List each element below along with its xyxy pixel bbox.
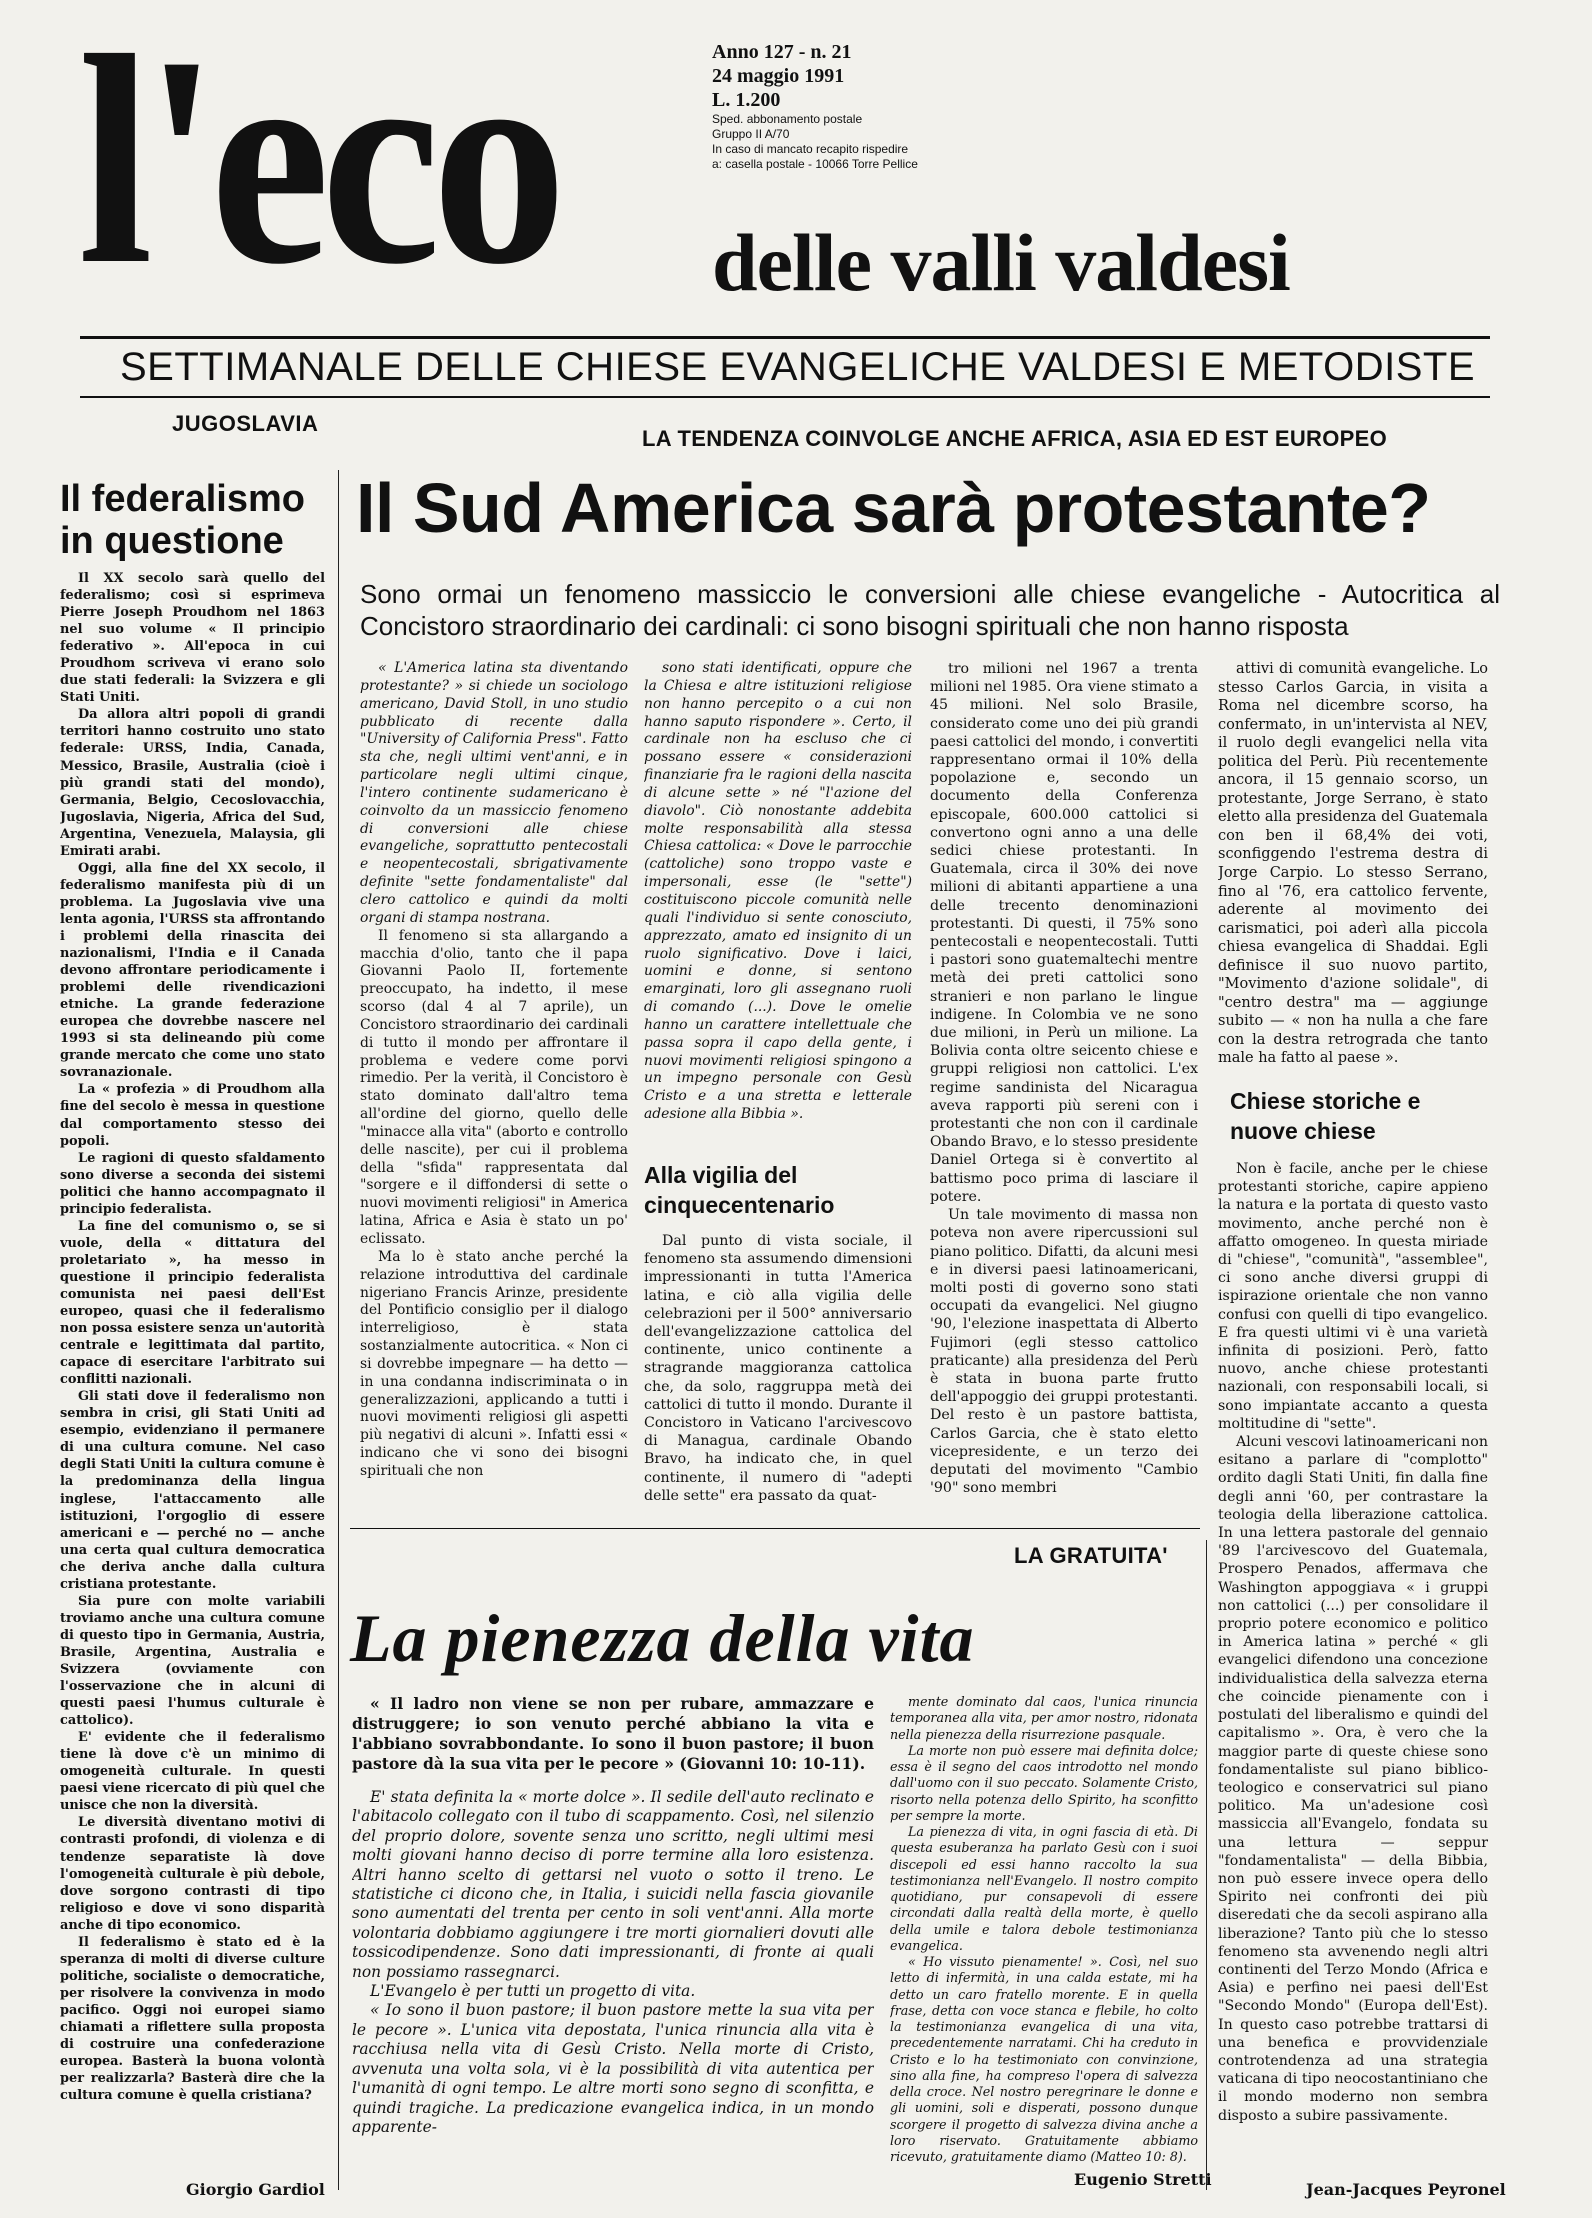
paragraph: Il XX secolo sarà quello del federalismo; così si esprimeva Pierre Joseph Proudhom nel 1863 nel suo volume « Il principio federativo ». All'epoca in cui Proudhom scriveva vi erano solo due stati federali: la Svizzera e gli Stati Uniti.: [60, 571, 325, 706]
paragraph: Ma lo è stato anche perché la relazione introduttiva del cardinale nigeriano Francis Arinze, presidente del Pontificio consiglio per il dialogo interreligioso, è stata sostanzialmente autocritica. « Non ci si dovrebbe impegnare — ha detto — in una condanna indiscriminata o in generalizzazioni, applicando a tutti i nuovi movimenti religiosi gli aspetti più negativi di alcuni ». Infatti essi « indicano che vi sono dei bisogni spirituali che non: [360, 1248, 628, 1479]
left-article-author: Giorgio Gardiol: [186, 2180, 325, 2199]
main-kicker: LA TENDENZA COINVOLGE ANCHE AFRICA, ASIA ED EST EUROPEO: [642, 426, 1387, 451]
left-section-label: JUGOSLAVIA: [172, 411, 319, 436]
masthead-logo: l'eco: [78, 0, 558, 326]
vita-col-2: [890, 1694, 1198, 2174]
issue-number: Anno 127 - n. 21: [712, 41, 852, 63]
subhead-chiese: Chiese storiche e nuove chiese: [1230, 1088, 1421, 1144]
issue-info: [712, 40, 918, 172]
vita-article-author: Eugenio Stretti: [1074, 2170, 1212, 2189]
main-col-1: [360, 660, 628, 1510]
paragraph: La fine del comunismo o, se si vuole, della « dittatura del proletariato », ha messo in questione il principio federalista comunista nei paesi dell'Est europeo, quasi che il federalismo non possa esistere senza un'autorità centrale e legittimata dal partito, capace di esercitare l'arbitrato sui conflitti nazionali.: [60, 1218, 325, 1388]
paragraph: L'Evangelo è per tutti un progetto di vita.: [370, 1982, 696, 2001]
postal-line: a: casella postale - 10066 Torre Pellice: [712, 157, 918, 171]
paragraph: Le ragioni di questo sfaldamento sono diverse a seconda dei sistemi politici che hanno accompagnato il principio federalista.: [60, 1150, 325, 1217]
paragraph: E' evidente che il federalismo tiene là dove c'è un minimo di omogeneità culturale. In questi paesi viene ricercato di più quel che unisce che non la diversità.: [60, 1730, 325, 1814]
paragraph: Un tale movimento di massa non poteva non avere ripercussioni sul piano politico. Difatti, da alcuni mesi e in diversi paesi latinoamericani, molti posti di governo sono stati occupati da evangelici. Nel giugno '90, l'elezione inaspettata di Alberto Fujimori (egli stesso cattolico praticante) alla presidenza del Perù è stata in buona parte frutto dell'appoggio dei gruppi protestanti. Del resto è un pastore battista, Carlos Garcia, che è stato eletto vicepresidente, e un terzo dei deputati del movimento "Cambio '90" sono membri: [930, 1207, 1198, 1497]
postal-line: In caso di mancato recapito rispedire: [712, 142, 909, 156]
vita-top-rule: [350, 1528, 1200, 1529]
main-col-4a: [1218, 660, 1488, 1072]
main-article-author: Jean-Jacques Peyronel: [1306, 2180, 1506, 2199]
paragraph: Dal punto di vista sociale, il fenomeno sta assumendo dimensioni impressionanti in tutta l'America latina, e ciò alla vigilia delle celebrazioni per il 500° anniversario dell'evangelizzazione cattolica del continente, unico continente a stragrande maggioranza cattolica che, da solo, raggruppa metà dei cattolici di tutto il mondo. Durante il Concistoro in Vaticano l'arcivescovo di Managua, cardinale Obando Bravo, ha indicato che, in quel continente, il numero di "adepti delle sette" era passato da quat-: [644, 1233, 912, 1504]
postal-line: Gruppo II A/70: [712, 127, 790, 141]
issue-price: L. 1.200: [712, 89, 781, 111]
main-col-2b: [644, 1232, 912, 1512]
paragraph: La pienezza di vita, in ogni fascia di età. Di questa esuberanza ha parlato Gesù con i suoi discepoli ed essi hanno raccolto la sua testimonianza nell'Evangelo. Il nostro compito quotidiano, pur consapevoli di essere circondati dalla realtà della morte, è quello della umile e talora debole testimonianza evangelica.: [890, 1824, 1198, 1953]
paragraph: mente dominato dal caos, l'unica rinuncia temporanea alla vita, per amor nostro, ridonata nella pienezza della risurrezione pasquale.: [890, 1694, 1198, 1742]
main-col-3: [930, 660, 1198, 1510]
vita-headline: La pienezza della vita: [350, 1600, 975, 1676]
paragraph: Non è facile, anche per le chiese protestanti storiche, capire appieno la natura e la portata di questo vasto movimento, anche perché non è affatto omogeneo. In questa miriade di "chiese", "comunità", "assemblee", ci sono anche diversi gruppi di ispirazione orientale che non vanno confusi con quelli di tipo evangelico. E fra questi ultimi vi è una varietà infinita di posizioni. Però, fatto nuovo, anche chiese protestanti nazionali, con responsabili locali, si sono impiantate accanto a questa moltitudine di "sette".: [1218, 1161, 1488, 1432]
masthead-subtitle: delle valli valdesi: [712, 217, 1290, 308]
vita-col-1: [352, 1788, 874, 2188]
column-divider: [1206, 1540, 1207, 2190]
main-subhead: Sono ormai un fenomeno massiccio le conversioni alle chiese evangeliche - Autocritica al Concistoro straordinario dei cardinali: ci sono bisogni spirituali che non hanno risposta: [360, 579, 1500, 641]
masthead-tagline: SETTIMANALE DELLE CHIESE EVANGELICHE VALDESI E METODISTE: [120, 345, 1476, 389]
main-headline: Il Sud America sarà protestante?: [356, 469, 1431, 547]
paragraph: attivi di comunità evangeliche. Lo stesso Carlos Garcia, in visita a Roma nel dicembre scorso, ha confermato, in un'intervista al NEV, il ruolo degli evangelici nella vita politica del Perù. Più recentemente ancora, il 15 gennaio scorso, un protestante, Jorge Serrano, è stato eletto alla presidenza del Guatemala con ben il 68,4% dei voti, sconfiggendo l'estrema destra di Jorge Carpio. Lo stesso Serrano, fino al '76, era cattolico fervente, aderente al movimento dei carismatici, poi aderì alla piccola chiesa evangelica di Shaddai. Egli definisce il suo nuovo partito, "Movimento d'azione solidale", di "centro destra" ma — aggiunge subito — « non ha nulla a che fare con la destra retrograda che tanto male ha fatto al paese ».: [1218, 661, 1488, 1067]
subhead-vigilia: Alla vigilia del cinquecentenario: [644, 1162, 835, 1218]
paragraph: Oggi, alla fine del XX secolo, il federalismo manifesta più di un problema. La Jugoslavia vive una lenta agonia, l'URSS sta affrontando i problemi della rinascita dei nazionalismi, l'India e il Canada devono affrontare periodicamente i problemi delle rivendicazioni etniche. La grande federazione europea che dovrebbe nascere nel 1993 si sta delineando più come grande mercato che come uno stato sovranazionale.: [60, 860, 325, 1081]
paragraph: sono stati identificati, oppure che la Chiesa e altre istituzioni religiose non hanno percepito o a cui non hanno saputo rispondere ». Certo, il cardinale non ha escluso che ci possano essere « considerazioni finanziarie fra le ragioni della nascita di alcune sette » né "l'azione del diavolo". Ciò nonostante addebita molte responsabilità alla stessa Chiesa cattolica: « Dove le parrocchie (cattoliche) sono troppo vaste e impersonali, esse (le "sette") costituiscono piccole comunità nelle quali l'individuo si sente conosciuto, apprezzato, amato ed insignito di un ruolo significativo. Dove i laici, uomini e donne, si sentono emarginati, loro gli assegnano ruoli di comando (...). Dove le omelie hanno un carattere intellettuale che passa sopra il capo della gente, i nuovi movimenti religiosi spingono a un impegno personale con Gesù Cristo e a una stretta e letterale adesione alla Bibbia ».: [644, 660, 912, 1123]
tagline-rule: [80, 396, 1490, 398]
masthead-rule: [80, 336, 1490, 339]
main-col-4b: [1218, 1160, 1488, 2170]
paragraph: « L'America latina sta diventando protestante? » si chiede un sociologo americano, David Stoll, in uno studio pubblicato di recente dalla "University of California Press". Fatto sta che, negli ultimi vent'anni, e in particolare negli ultimi cinque, l'intero continente sudamericano è coinvolto da un massiccio fenomeno di conversioni alle chiese evangeliche, soprattutto pentecostali e neopentecostali, sbrigativamente definite "sette fondamentaliste" dal clero cattolico e quindi da molti organi di stampa nostrana.: [360, 660, 628, 926]
left-article-title: Il federalismo in questione: [60, 478, 305, 562]
paragraph: tro milioni nel 1967 a trenta milioni nel 1985. Ora viene stimato a 45 milioni. Nel solo Brasile, considerato come uno dei più grandi paesi cattolici del mondo, i convertiti rappresentano ormai il 10% della popolazione e, secondo un documento della Conferenza episcopale, 600.000 cattolici si convertono ogni anno a una delle sedici chiese protestanti. In Guatemala, circa il 30% dei nove milioni di abitanti appartiene a una delle trecento denominazioni protestanti. Di questi, il 75% sono pentecostali e neopentecostali. Tutti i pastori sono guatemaltechi mentre metà dei preti cattolici sono stranieri e non parlano le lingue indigene. In Colombia ve ne sono due milioni, in Perù un milione. La Bolivia conta oltre seicento chiese e gruppi religiosi non cattolici. L'ex regime sandinista del Nicaragua aveva rapporti più sereni con i protestanti che non con il cardinale Obando Bravo, e lo stesso presidente Daniel Ortega si è convertito al battismo poco prima di lasciare il potere.: [930, 661, 1198, 1205]
left-article-body: [60, 570, 325, 2140]
paragraph: La morte non può essere mai definita dolce; essa è il segno del caos introdotto nel mondo dall'uomo con il suo peccato. Solamente Cristo, risorto nella potenza dello Spirito, ha sconfitto per sempre la morte.: [890, 1742, 1198, 1823]
postal-line: Sped. abbonamento postale: [712, 112, 863, 126]
issue-date: 24 maggio 1991: [712, 65, 845, 87]
paragraph: Il federalismo è stato ed è la speranza di molti di diverse culture politiche, socialiste o democratiche, per risolvere la convivenza in modo pacifico. Oggi noi europei siamo chiamati a riflettere sulla proposta di costruire una confederazione europea. Basterà la buona volontà per realizzarla? Basterà dire che la cultura comune è quella cristiana?: [60, 1934, 325, 2104]
paragraph: La « profezia » di Proudhom alla fine del secolo è messa in questione dal comportamento stesso dei popoli.: [60, 1082, 325, 1149]
paragraph: Il fenomeno si sta allargando a macchia d'olio, tanto che il papa Giovanni Paolo II, fortemente preoccupato, ha indetto, il mese scorso (dal 4 al 7 aprile), un Concistoro straordinario dei cardinali di tutto il mondo per affrontare il problema e vedere come porvi rimedio. Per la verità, il Concistoro è stato dominato dall'altro tema all'ordine del giorno, quello delle "minacce alla vita" (aborto e controllo delle nascite), per cui il problema della "sfida" rappresentata dal "sorgere e il diffondersi di sette o nuovi movimenti religiosi" in America latina, Africa e Asia è stato un po' eclissato.: [360, 927, 628, 1247]
paragraph: E' stata definita la « morte dolce ». Il sedile dell'auto reclinato e l'abitacolo collegato con il tubo di scappamento. Così, nel silenzio del proprio dolore, sovente senza uno scritto, negli ultimi mesi molti giovani hanno deciso di porre termine alla loro esistenza. Altri hanno scelto di gettarsi nel vuoto o sotto il treno. Le statistiche ci dicono che, in Italia, i suicidi nella fascia giovanile sono aumentati del trenta per cento in soli vent'anni. Alla morte volontaria dobbiamo aggiungere i tre morti giornalieri dovuti alle tossicodipendenze. Sono dati impressionanti, di fronte ai quali non possiamo rassegnarci.: [352, 1788, 874, 1981]
vita-lead: [352, 1694, 874, 1774]
paragraph: Alcuni vescovi latinoamericani non esitano a parlare di "complotto" ordito dagli Stati Uniti, fin dalla fine degli anni '60, per contrastare la teologia della liberazione cattolica. In una lettera pastorale del gennaio '89 l'arcivescovo del Guatemala, Prospero Penados, affermava che Washington appoggiava « i gruppi non cattolici (...) per consolidare il proprio potere economico e politico in America latina » perché « gli evangelici difendono una concezione individualistica della salvezza eterna che coincide pienamente con i postulati del liberalismo e quindi del capitalismo ». Ora, è vero che la maggior parte di queste chiese sono fondamentaliste sul piano biblico-teologico e conservatrici sul piano politico. Ma un'adesione così massiccia all'Evangelo, fondata su una lettura — seppur "fondamentalista" — della Bibbia, non può essere invece opera dello Spirito nei confronti dei più diseredati che da secoli aspirano alla liberazione? Tanto più che lo stesso fenomeno sta avvenendo negli altri continenti del Terzo Mondo (Africa e Asia) e perfino nei paesi dell'Est "Secondo Mondo" (Europa dell'Est). In questo caso potrebbe trattarsi di una benefica e provvidenziale controtendenza ad una strategia vaticana di tipo neocostantiniano che il mondo moderno non sembra disposto a subire passivamente.: [1218, 1434, 1488, 2124]
paragraph: Da allora altri popoli di grandi territori hanno costruito uno stato federale: URSS, India, Canada, Messico, Brasile, Australia (cioè i più grandi stati del mondo), Germania, Belgio, Cecoslovacchia, Jugoslavia, Nigeria, Africa del Sud, Argentina, Venezuela, Malaysia, gli Emirati arabi.: [60, 707, 325, 859]
main-col-2a: [644, 660, 912, 1126]
paragraph: Sia pure con molte variabili troviamo anche una cultura comune di questo tipo in Germania, Austria, Brasile, Argentina, Australia e Svizzera (ovviamente con l'osservazione che in alcuni di questi paesi l'humus culturale è cattolico).: [60, 1593, 325, 1729]
paragraph: « Ho vissuto pienamente! ». Così, nel suo letto di infermità, in una calda estate, mi ha detto un caro fratello morente. E in quella frase, detta con voce stanca e flebile, ho colto la testimonianza evangelica di una vita, precedentemente narratami. Chi ha creduto in Cristo e lo ha testimoniato con convinzione, sino alla fine, ha compreso l'opera di salvezza della croce. Nel nostro peregrinare le donne e gli uomini, soli e disperati, possono dunque scorgere il progetto di salvezza divina anche a loro riservato. Gratuitamente abbiamo ricevuto, gratuitamente diamo (Matteo 10: 8).: [890, 1954, 1198, 2164]
paragraph: Gli stati dove il federalismo non sembra in crisi, gli Stati Uniti ad esempio, evidenziano il permanere di una cultura comune. Nel caso degli Stati Uniti la cultura comune è la predominanza della lingua inglese, l'attaccamento alle istituzioni, l'orgoglio di essere americani e — perché no — anche una certa qual cultura democratica che deriva anche dalla cultura cristiana protestante.: [60, 1389, 325, 1592]
paragraph: « Io sono il buon pastore; il buon pastore mette la sua vita per le pecore ». L'unica vita depostata, l'unica rinuncia alla vita è racchiusa nella vita di Gesù Cristo. Nella morte di Cristo, avvenuta una volta sola, vi è la possibilità di vita autentica per l'umanità di ogni tempo. Le altre morti sono segno di sconfitta, e quindi tragiche. La predicazione evangelica indica, in un mondo apparente-: [352, 2001, 874, 2136]
column-divider: [338, 470, 339, 2190]
paragraph: « Il ladro non viene se non per rubare, ammazzare e distruggere; io son venuto perché abbiano la vita e l'abbiano sovrabbondante. Io sono il buon pastore; il buon pastore dà la sua vita per le pecore » (Giovanni 10: 10-11).: [352, 1694, 874, 1773]
paragraph: Le diversità diventano motivi di contrasti profondi, di violenza e di tendenze separatiste là dove l'omogeneità culturale è più debole, dove sorgono contrasti di tipo religioso e dove vi sono disparità anche di tipo economico.: [60, 1815, 325, 1933]
vita-section-label: LA GRATUITA': [1014, 1543, 1168, 1568]
